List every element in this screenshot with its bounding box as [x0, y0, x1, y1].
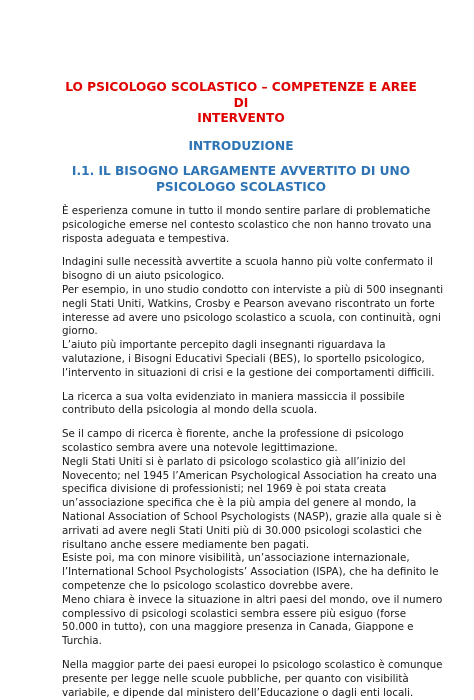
subsection-heading-line: I.1. IL BISOGNO LARGAMENTE AVVERTITO DI UNO: [72, 164, 410, 178]
paragraph-line: l’International School Psychologists’ Association (ISPA), che ha definito le: [62, 566, 420, 580]
paragraph-line: Per esempio, in uno studio condotto con interviste a più di 500 insegnanti: [62, 284, 420, 298]
paragraph-line: l’intervento in situazioni di crisi e la gestione dei comportamenti difficili.: [62, 367, 420, 381]
paragraph-line: risultano anche essere mediamente ben pagati.: [62, 539, 420, 553]
paragraph-line: psicologiche emerse nel contesto scolastico che non hanno trovato una: [62, 219, 420, 233]
paragraph-line: variabile, e dipende dal ministero dell’Educazione o dagli enti locali.: [62, 687, 420, 700]
paragraph: [62, 659, 420, 700]
paragraph-line: Novecento; nel 1945 l’American Psychological Association ha creato una: [62, 470, 420, 484]
paragraph-line: interesse ad avere uno psicologo scolastico a scuola, con continuità, ogni: [62, 312, 420, 326]
paragraph-line: Nella maggior parte dei paesi europei lo psicologo scolastico è comunque: [62, 659, 420, 673]
paragraph: [62, 428, 420, 649]
paragraph-line: giorno.: [62, 325, 420, 339]
paragraph-line: National Association of School Psychologists (NASP), grazie alla quale si è: [62, 511, 420, 525]
paragraph: [62, 205, 420, 246]
paragraph-line: presente per legge nelle scuole pubbliche, per quanto con visibilità: [62, 673, 420, 687]
paragraph-line: scolastico sembra avere una notevole legittimazione.: [62, 442, 420, 456]
title-line: INTERVENTO: [197, 111, 284, 125]
paragraph-line: specifica divisione di professionisti; nel 1969 è poi stata creata: [62, 483, 420, 497]
paragraph-line: Meno chiara è invece la situazione in altri paesi del mondo, ove il numero: [62, 594, 420, 608]
paragraph-line: complessivo di psicologi scolastici sembra essere più esiguo (forse: [62, 608, 420, 622]
paragraph-line: valutazione, i Bisogni Educativi Speciali (BES), lo sportello psicologico,: [62, 353, 420, 367]
section-heading: INTRODUZIONE: [62, 139, 420, 155]
paragraph-line: Negli Stati Uniti si è parlato di psicologo scolastico già all’inizio del: [62, 456, 420, 470]
paragraph: [62, 256, 420, 380]
subsection-heading-line: PSICOLOGO SCOLASTICO: [156, 180, 326, 194]
document-body: [62, 205, 420, 700]
paragraph-line: un’associazione specifica che è la più ampia del genere al mondo, la: [62, 497, 420, 511]
paragraph-line: bisogno di un aiuto psicologico.: [62, 270, 420, 284]
paragraph-line: 50.000 in tutto), con una maggiore presenza in Canada, Giappone e: [62, 621, 420, 635]
paragraph-line: L’aiuto più importante percepito dagli insegnanti riguardava la: [62, 339, 420, 353]
paragraph-line: La ricerca a sua volta evidenziato in maniera massiccia il possibile: [62, 391, 420, 405]
subsection-heading: [62, 164, 420, 195]
paragraph-line: Esiste poi, ma con minore visibilità, un’associazione internazionale,: [62, 552, 420, 566]
paragraph-line: contributo della psicologia al mondo della scuola.: [62, 404, 420, 418]
paragraph-line: Indagini sulle necessità avvertite a scuola hanno più volte confermato il: [62, 256, 420, 270]
paragraph-line: negli Stati Uniti, Watkins, Crosby e Pearson avevano riscontrato un forte: [62, 298, 420, 312]
paragraph-line: Turchia.: [62, 635, 420, 649]
paragraph: [62, 391, 420, 419]
paragraph-line: È esperienza comune in tutto il mondo sentire parlare di problematiche: [62, 205, 420, 219]
paragraph-line: risposta adeguata e tempestiva.: [62, 233, 420, 247]
paragraph-line: Se il campo di ricerca è fiorente, anche la professione di psicologo: [62, 428, 420, 442]
paragraph-line: arrivati ad avere negli Stati Uniti più di 30.000 psicologi scolastici che: [62, 525, 420, 539]
document-title: [62, 80, 420, 127]
title-line: LO PSICOLOGO SCOLASTICO – COMPETENZE E AREE DI: [65, 80, 417, 110]
paragraph-line: competenze che lo psicologo scolastico dovrebbe avere.: [62, 580, 420, 594]
